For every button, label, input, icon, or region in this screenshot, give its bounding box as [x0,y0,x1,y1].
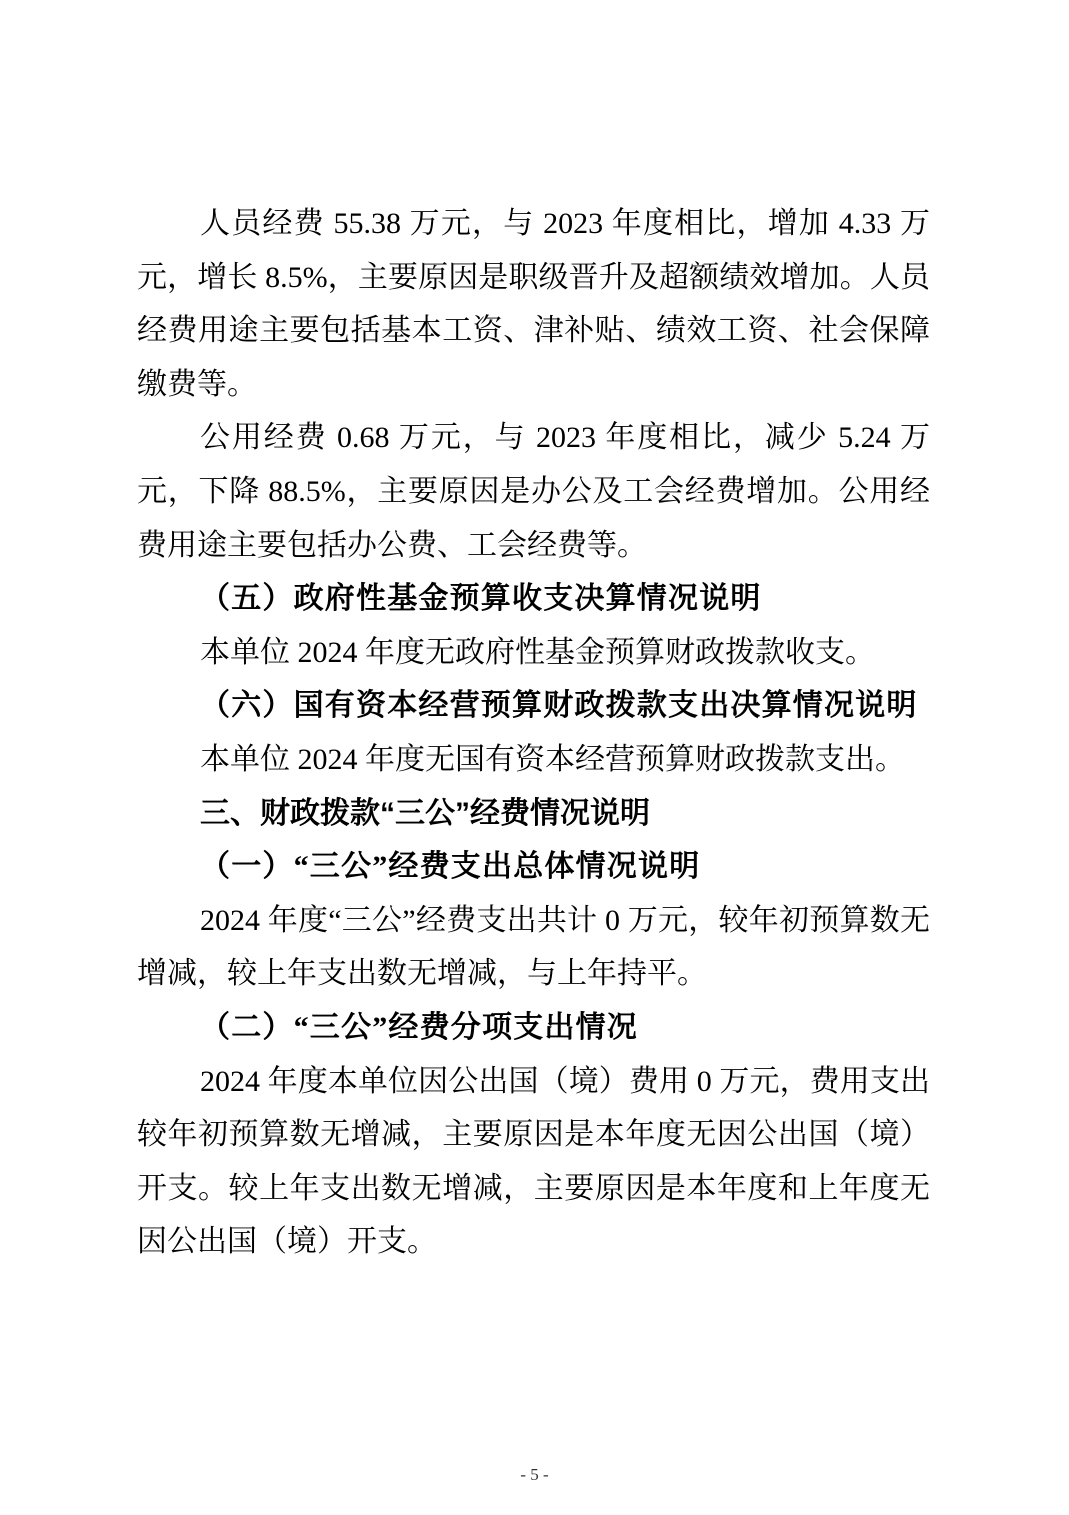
heading-chapter-3-three-public-funds: 三、财政拨款“三公”经费情况说明 [200,796,650,830]
paragraph-personnel-expense: 人员经费 55.38 万元，与 2023 年度相比，增加 4.33 万元，增长 8.5%，主要原因是职级晋升及超额绩效增加。人员经费用途主要包括基本工资、津补贴、绩效工资、社会保障缴费等。 [137,207,930,401]
document-body [137,197,930,1269]
paragraph-state-capital-note: 本单位 2024 年度无国有资本经营预算财政拨款支出。 [200,742,905,776]
heading-subsection-2-itemized-expense: （二）“三公”经费分项支出情况 [200,1010,638,1044]
heading-subsection-1-overall-expense: （一）“三公”经费支出总体情况说明 [200,850,701,884]
heading-section-6-state-capital-budget: （六）国有资本经营预算财政拨款支出决算情况说明 [200,689,918,723]
paragraph-overseas-trip-expense: 2024 年度本单位因公出国（境）费用 0 万元，费用支出较年初预算数无增减，主要原因是本年度无因公出国（境）开支。较上年支出数无增减，主要原因是本年度和上年度无因公出国（境）开支。 [137,1064,930,1259]
heading-section-5-government-fund-budget: （五）政府性基金预算收支决算情况说明 [200,582,762,616]
paragraph-three-public-total: 2024 年度“三公”经费支出共计 0 万元，较年初预算数无增减，较上年支出数无增减，与上年持平。 [137,903,930,991]
paragraph-government-fund-note: 本单位 2024 年度无政府性基金预算财政拨款收支。 [200,635,875,669]
paragraph-public-expense: 公用经费 0.68 万元，与 2023 年度相比，减少 5.24 万元，下降 88.5%，主要原因是办公及工会经费增加。公用经费用途主要包括办公费、工会经费等。 [137,421,930,562]
page-number: - 5 - [520,1465,549,1484]
